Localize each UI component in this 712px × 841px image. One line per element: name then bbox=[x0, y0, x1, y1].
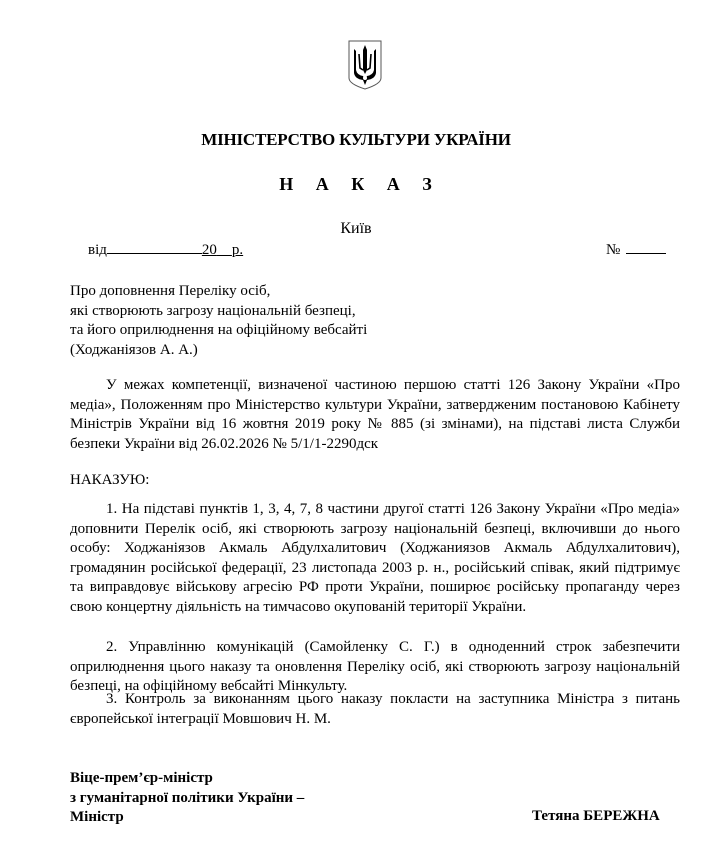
subject-line: які створюють загрозу національній безпеці, bbox=[70, 302, 356, 319]
order-item-1: 1. На підставі пунктів 1, 3, 4, 7, 8 частини другої статті 126 Закону України «Про медіа» доповнити Перелік осіб, які створюють загрозу національній безпеці, включивши до нього особу: Ходжаніязов Акмаль Абдулхалитович (Ходжаниязов Акмаль Абдулхалитович), громадянин російської федерації, 23 листопада 2003 р. н., російський співак, який підтримує та виправдовує військову агресію РФ проти України, поширює російську пропаганду через свою концертну діяльність на тимчасово окупованій території України. bbox=[70, 501, 680, 615]
number-field bbox=[606, 239, 666, 259]
document-type: Н А К А З bbox=[279, 174, 441, 194]
city: Київ bbox=[340, 220, 372, 237]
coat-of-arms-icon bbox=[348, 40, 382, 90]
number-label: № bbox=[606, 242, 621, 258]
signatory-title-line: з гуманітарної політики України – bbox=[70, 789, 305, 806]
order-item-3: 3. Контроль за виконанням цього наказу покласти на заступника Міністра з питань європейської інтеграції Мовшович Н. М. bbox=[70, 691, 680, 727]
date-year: 20 р. bbox=[201, 242, 244, 258]
date-field bbox=[88, 239, 243, 259]
signatory-title-line: Міністр bbox=[70, 809, 124, 825]
signatory-title bbox=[70, 769, 304, 828]
date-blank bbox=[107, 239, 202, 254]
subject-line: (Ходжаніязов А. А.) bbox=[70, 341, 198, 358]
ministry-name: МІНІСТЕРСТВО КУЛЬТУРИ УКРАЇНИ bbox=[201, 130, 511, 149]
signatory-title-line: Віце-прем’єр-міністр bbox=[70, 770, 213, 786]
subject-line: Про доповнення Переліку осіб, bbox=[70, 283, 271, 299]
order-heading: НАКАЗУЮ: bbox=[70, 472, 150, 488]
order-item-2: 2. Управлінню комунікацій (Самойленку С. Г.) в одноденний строк забезпечити оприлюднення цього наказу та оновлення Переліку осіб, які створюють загрозу національній безпеці, на офіційному вебсайті Мінкульту. bbox=[70, 639, 680, 694]
number-blank bbox=[626, 239, 666, 254]
preamble: У межах компетенції, визначеної частиною першою статті 126 Закону України «Про медіа», Положенням про Міністерство культури України, затвердженим постановою Кабінету Міністрів України від 16 жовтня 2019 року № 885 (зі змінами), на підставі листа Служби безпеки України від 26.02.2026 № 5/1/1-2290дск bbox=[70, 377, 680, 452]
signatory-name: Тетяна БЕРЕЖНА bbox=[532, 808, 660, 824]
date-prefix: від bbox=[88, 242, 107, 258]
subject bbox=[70, 282, 367, 360]
subject-line: та його оприлюднення на офіційному вебсайті bbox=[70, 322, 368, 338]
